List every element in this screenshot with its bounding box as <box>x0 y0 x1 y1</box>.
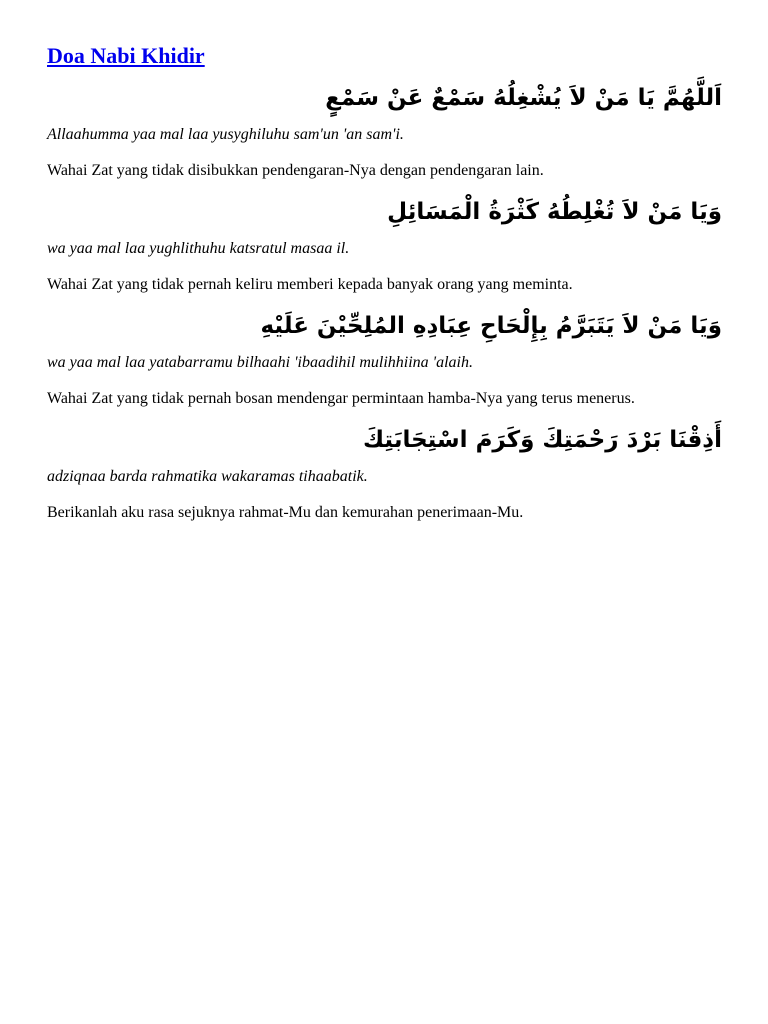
page-title-link[interactable]: Doa Nabi Khidir <box>47 43 205 68</box>
transliteration-text: wa yaa mal laa yatabarramu bilhaahi 'ibaadihil mulihhiina 'alaih. <box>47 354 473 371</box>
arabic-text: وَيَا مَنْ لاَ تُغْلِطُهُ كَثْرَةُ الْمَسَائِلِ <box>387 199 722 225</box>
translation-text: Wahai Zat yang tidak pernah keliru memberi kepada banyak orang yang meminta. <box>47 276 573 293</box>
transliteration-text: Allaahumma yaa mal laa yusyghiluhu sam'un 'an sam'i. <box>47 126 404 143</box>
translation-text: Berikanlah aku rasa sejuknya rahmat-Mu dan kemurahan penerimaan-Mu. <box>47 504 524 521</box>
translation-text: Wahai Zat yang tidak disibukkan pendengaran-Nya dengan pendengaran lain. <box>47 162 544 179</box>
verse-block <box>47 78 722 182</box>
transliteration-text: adziqnaa barda rahmatika wakaramas tihaabatik. <box>47 468 368 485</box>
verse-block <box>47 306 722 410</box>
translation-text: Wahai Zat yang tidak pernah bosan mendengar permintaan hamba-Nya yang terus menerus. <box>47 390 635 407</box>
verse-block <box>47 192 722 296</box>
arabic-text: وَيَا مَنْ لاَ يَتَبَرَّمُ بِإِلْحَاحِ عِبَادِهِ المُلِحِّيْنَ عَلَيْهِ <box>260 313 722 339</box>
transliteration-text: wa yaa mal laa yughlithuhu katsratul masaa il. <box>47 240 350 257</box>
arabic-text: اَللَّهُمَّ يَا مَنْ لاَ يُشْغِلُهُ سَمْعٌ عَنْ سَمْعٍ <box>325 85 722 111</box>
verse-block <box>47 420 722 524</box>
document-page <box>47 40 722 534</box>
arabic-text: أَذِقْنَا بَرْدَ رَحْمَتِكَ وَكَرَمَ اسْتِجَابَتِكَ <box>363 427 722 453</box>
